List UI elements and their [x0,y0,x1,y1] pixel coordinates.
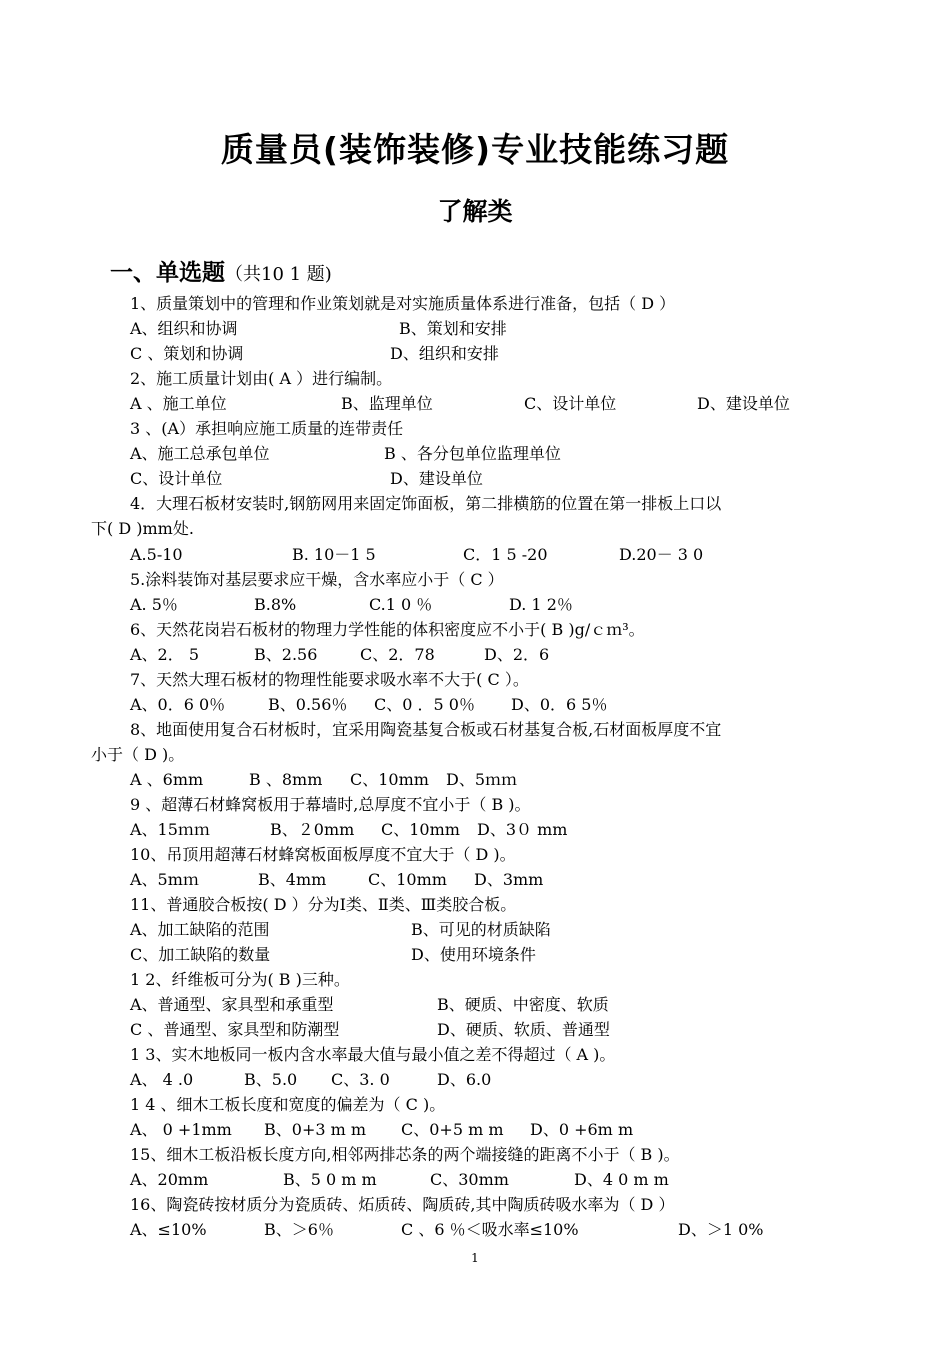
text-line: 1 4 、细木工板长度和宽度的偏差为（ C )。 [130,1095,446,1114]
text-line: A、 4 .0 [130,1070,194,1089]
text-line: A、5mｍ [130,870,199,889]
section-title: 一、单选题 [110,260,225,286]
text-line: A、20mm [130,1170,209,1189]
text-line: D、＞1 0% [678,1220,764,1239]
text-line: B、可见的材质缺陷 [411,920,551,939]
text-line: D、5ｍｍ [446,770,518,789]
text-line: D、0．6 5％ [511,695,608,714]
text-line: D、组织和安排 [390,344,499,363]
text-line: 10、吊顶用超薄石材蜂窝板面板厚度不宜大于（ D )。 [130,845,516,864]
text-line: 9 、超薄石材蜂窝板用于幕墙时,总厚度不宜小于（ B )。 [130,795,531,814]
text-line: C 、6 ％＜吸水率≤10% [401,1220,579,1239]
text-line: 11、普通胶合板按( D ）分为Ⅰ类、Ⅱ类、Ⅲ类胶合板。 [130,895,517,914]
text-line: B、0+3 m m [264,1120,367,1139]
text-line: C.1 0 ％ [369,595,433,614]
text-line: A、施工总承包单位 [130,444,270,463]
text-line: 6、天然花岗岩石板材的物理力学性能的体积密度应不小于( B )g/ｃｍ³。 [130,620,645,639]
text-line: 8、地面使用复合石材板时，宜采用陶瓷基复合板或石材基复合板,石材面板厚度不宜 [130,720,722,739]
text-line: C、10mm [350,770,429,789]
text-line: B、硬质、中密度、软质 [437,995,609,1014]
text-line: D、硬质、软质、普通型 [437,1020,610,1039]
text-line: C、2．78 [360,645,435,664]
text-line: D、建设单位 [697,394,790,413]
text-line: B、监理单位 [341,394,433,413]
text-line: 1、质量策划中的管理和作业策划就是对实施质量体系进行准备，包括（ D ） [130,294,676,313]
text-line: A、0．6 0％ [130,695,226,714]
section-count: （共10 1 题) [225,264,332,285]
text-line: A、 0 +1mm [130,1120,232,1139]
text-line: A 、6mm [130,770,204,789]
text-line: C、加工缺陷的数量 [130,945,271,964]
text-line: A、组织和协调 [130,319,238,338]
text-line: B、4mm [258,870,327,889]
text-line: C、0 ．5 0％ [374,695,475,714]
text-line: 16、陶瓷砖按材质分为瓷质砖、炻质砖、陶质砖,其中陶质砖吸水率为（ D ） [130,1195,675,1214]
text-line: B、＞6％ [264,1220,334,1239]
text-line: 5.涂料装饰对基层要求应干燥，含水率应小于（ C ） [130,570,504,589]
section-heading [110,254,332,287]
text-line: B、２0mm [270,820,355,839]
text-line: D、4 0 m m [574,1170,669,1189]
text-line: D、使用环境条件 [411,945,536,964]
text-line: 2、施工质量计划由( A ）进行编制。 [130,369,393,388]
text-line: D、2．6 [484,645,550,664]
text-line: D. 1 2％ [509,595,573,614]
text-line: B 、8mm [249,770,323,789]
text-line: B. 10－1 5 [292,545,376,564]
text-line: C、设计单位 [524,394,617,413]
text-line: D.20－ 3 0 [619,545,704,564]
text-line: A、2． 5 [130,645,200,664]
text-line: A. 5％ [130,595,178,614]
document-title: 质量员(装饰装修)专业技能练习题 [220,130,730,169]
text-line: 15、细木工板沿板长度方向,相邻两排芯条的两个端接缝的距离不小于（ B )。 [130,1145,680,1164]
text-line: D、6.0 [437,1070,492,1089]
text-line: C、10mm [381,820,460,839]
text-line: C、3. 0 [331,1070,390,1089]
text-line: A、加工缺陷的范围 [130,920,270,939]
text-line: A、15ｍｍ [130,820,210,839]
text-line: B、0.56％ [268,695,348,714]
text-line: 下( D )mm处. [91,519,194,538]
text-line: D、建设单位 [390,469,483,488]
text-line: D、3０ mm [477,820,568,839]
text-line: A、普通型、家具型和承重型 [130,995,334,1014]
text-line: C、10mm [368,870,447,889]
text-line: D、0 +6m m [530,1120,634,1139]
text-line: B 、各分包单位监理单位 [384,444,561,463]
text-line: D、3mm [474,870,544,889]
page-number: 1 [471,1251,479,1265]
text-line: B.8% [254,595,297,614]
text-line: A、≤10% [130,1220,207,1239]
text-line: B、2.56 [254,645,318,664]
text-line: C、设计单位 [130,469,223,488]
text-line: C、30mm [430,1170,509,1189]
text-line: 3 、(A）承担响应施工质量的连带责任 [130,419,404,438]
text-line: B、5.0 [244,1070,298,1089]
text-line: C、0+5 m m [401,1120,504,1139]
text-line: A.5-10 [130,545,183,564]
text-line: C．1 5 -20 [463,545,548,564]
text-line: B、策划和安排 [399,319,507,338]
text-line: C 、普通型、家具型和防潮型 [130,1020,340,1039]
text-line: 1 3、实木地板同一板内含水率最大值与最小值之差不得超过（ A )。 [130,1045,616,1064]
text-line: 1 2、纤维板可分为( B )三种。 [130,970,350,989]
text-line: 小于（ D )。 [91,745,185,764]
text-line: 7、天然大理石板材的物理性能要求吸水率不大于( C ）。 [130,670,529,689]
document-subtitle: 了解类 [437,197,513,226]
text-line: C 、策划和协调 [130,344,244,363]
text-line: B、5 0 m m [283,1170,377,1189]
text-line: 4．大理石板材安装时,钢筋网用来固定饰面板，第二排横筋的位置在第一排板上口以 [130,494,722,513]
text-line: A 、施工单位 [130,394,227,413]
